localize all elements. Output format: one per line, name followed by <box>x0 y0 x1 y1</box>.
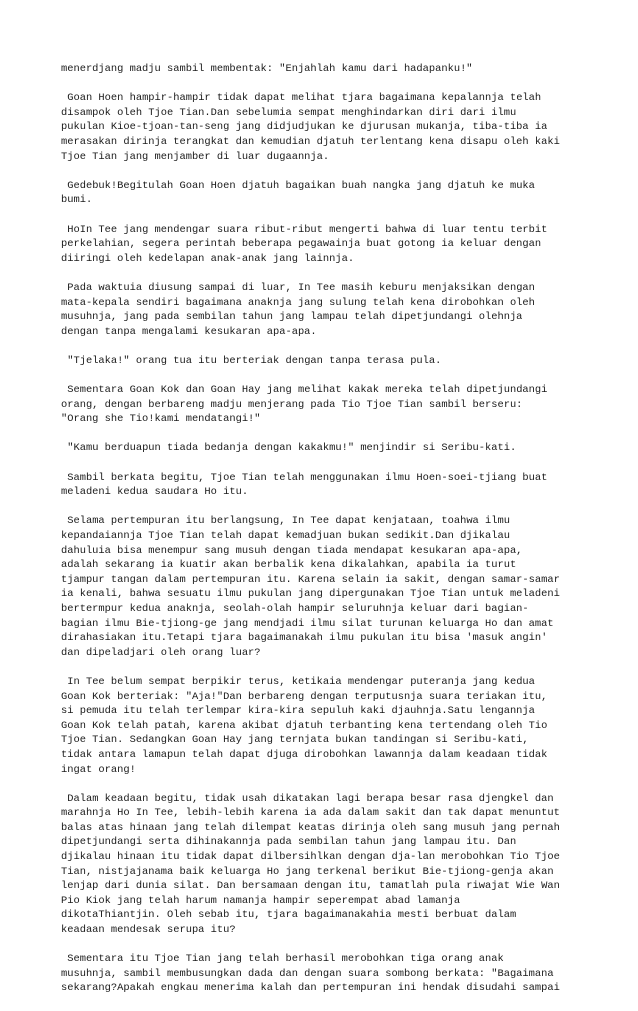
paragraph: Sambil berkata begitu, Tjoe Tian telah menggunakan ilmu Hoen-soei-tjiang buat meladeni kedua saudara Ho itu. <box>61 471 548 499</box>
paragraph: menerdjang madju sambil membentak: "Enjahlah kamu dari hadapanku!" <box>61 63 473 75</box>
paragraph: Dalam keadaan begitu, tidak usah dikatakan lagi berapa besar rasa djengkel dan marahnja Ho In Tee, lebih-lebih karena ia ada dalam sakit dan tak dapat menuntut balas atas hinaan jang telah dilempat keatas dirinja oleh sang musuh jang pernah dipetjundangi serta dihinakannja pada sembilan tahun jang lampau itu. Dan djikalau hinaan itu tidak dapat dilbersihlkan dengan dja-lan merobohkan Tio Tjoe Tian, nistjajanama baik keluarga Ho jang terkenal berikut Bie-tjiong-genja akan lenjap dari dunia silat. Dan bersamaan dengan itu, tamatlah pula riwajat Wie Wan Pio Kiok jang telah harum namanja hampir seperempat abad lamanja dikotaThiantjin. Oleh sebab itu, tjara bagaimanakahia mesti berbuat dalam keadaan mendesak serupa itu? <box>61 792 560 937</box>
paragraph: Pada waktuia diusung sampai di luar, In Tee masih keburu menjaksikan dengan mata-kepala sendiri bagaimana anaknja jang sulung telah kena dirobohkan oleh musuhnja, jang pada sembilan tahun jang lampau telah dipetjundangi olehnja dengan tanpa mengalami kesukaran apa-apa. <box>61 281 535 338</box>
paragraph: Gedebuk!Begitulah Goan Hoen djatuh bagaikan buah nangka jang djatuh ke muka bumi. <box>61 179 535 207</box>
paragraph: HoIn Tee jang mendengar suara ribut-ribut mengerti bahwa di luar tentu terbit perkelahian, segera perintah beberapa pegawainja buat gotong ia keluar dengan diiringi oleh kedelapan anak-anak jang lainnja. <box>61 223 548 265</box>
paragraph: Sementara itu Tjoe Tian jang telah berhasil merobohkan tiga orang anak musuhnja, sambil membusungkan dada dan dengan suara sombong berkata: "Bagaimana sekarang?Apakah engkau menerima kalah dan pertempuran ini hendak disudahi sampai <box>61 953 560 995</box>
paragraph: Sementara Goan Kok dan Goan Hay jang melihat kakak mereka telah dipetjundangi orang, dengan berbareng madju menjerang pada Tio Tjoe Tian sambil berseru: "Orang she Tio!kami mendatangi!" <box>61 384 548 426</box>
paragraph: Goan Hoen hampir-hampir tidak dapat melihat tjara bagaimana kepalannja telah disampok oleh Tjoe Tian.Dan sebelumia sempat menghindarkan diri dari ilmu pukulan Kioe-tjoan-tan-seng jang didjudjukan ke djurusan mukanja, tiba-tiba ia merasakan dirinja terangkat dan kemudian djatuh terlentang kena disapu oleh kaki Tjoe Tian jang menjamber di luar dugaannja. <box>61 92 560 163</box>
document-page <box>61 62 581 1011</box>
paragraph: "Kamu berduapun tiada bedanja dengan kakakmu!" menjindir si Seribu-kati. <box>61 442 517 455</box>
paragraph: In Tee belum sempat berpikir terus, ketikaia mendengar puteranja jang kedua Goan Kok berteriak: "Aja!"Dan berbareng dengan terputusnja suara teriakan itu, si pemuda itu telah terlempar kira-kira sepuluh kaki djauhnja.Satu lengannja Goan Kok telah patah, karena akibat djatuh terbanting kena tertendang oleh Tio Tjoe Tian. Sedangkan Goan Hay jang ternjata bukan tandingan si Seribu-kati, tidak antara lamapun telah dapat djuga dirobohkan lawannja dalam keadaan tidak ingat orang! <box>61 675 548 776</box>
paragraph: Selama pertempuran itu berlangsung, In Tee dapat kenjataan, toahwa ilmu kepandaiannja Tjoe Tian telah dapat kemadjuan bukan sedikit.Dan djikalau dahuluia bisa menempur sang musuh dengan tiada mendapat kesukaran apa-apa, adalah sekarang ia kuatir akan berbalik kena dikalahkan, apabila ia turut tjampur tangan dalam pertempuran itu. Karena selain ia sakit, dengan samar-samar ia kenali, bahwa sesuatu ilmu pukulan jang dipergunakan Tjoe Tian untuk meladeni bertermpur kedua anaknja, seolah-olah hampir seluruhnja keluar dari bagian- bagian ilmu Bie-tjiong-ge jang mendjadi ilmu silat turunan keluarga Ho dan amat dirahasiakan itu.Tetapi tjara bagaimanakah ilmu pukulan itu bisa 'masuk angin' dan dipeladjari oleh orang luar? <box>61 515 560 659</box>
paragraph: "Tjelaka!" orang tua itu berteriak dengan tanpa terasa pula. <box>61 354 442 367</box>
